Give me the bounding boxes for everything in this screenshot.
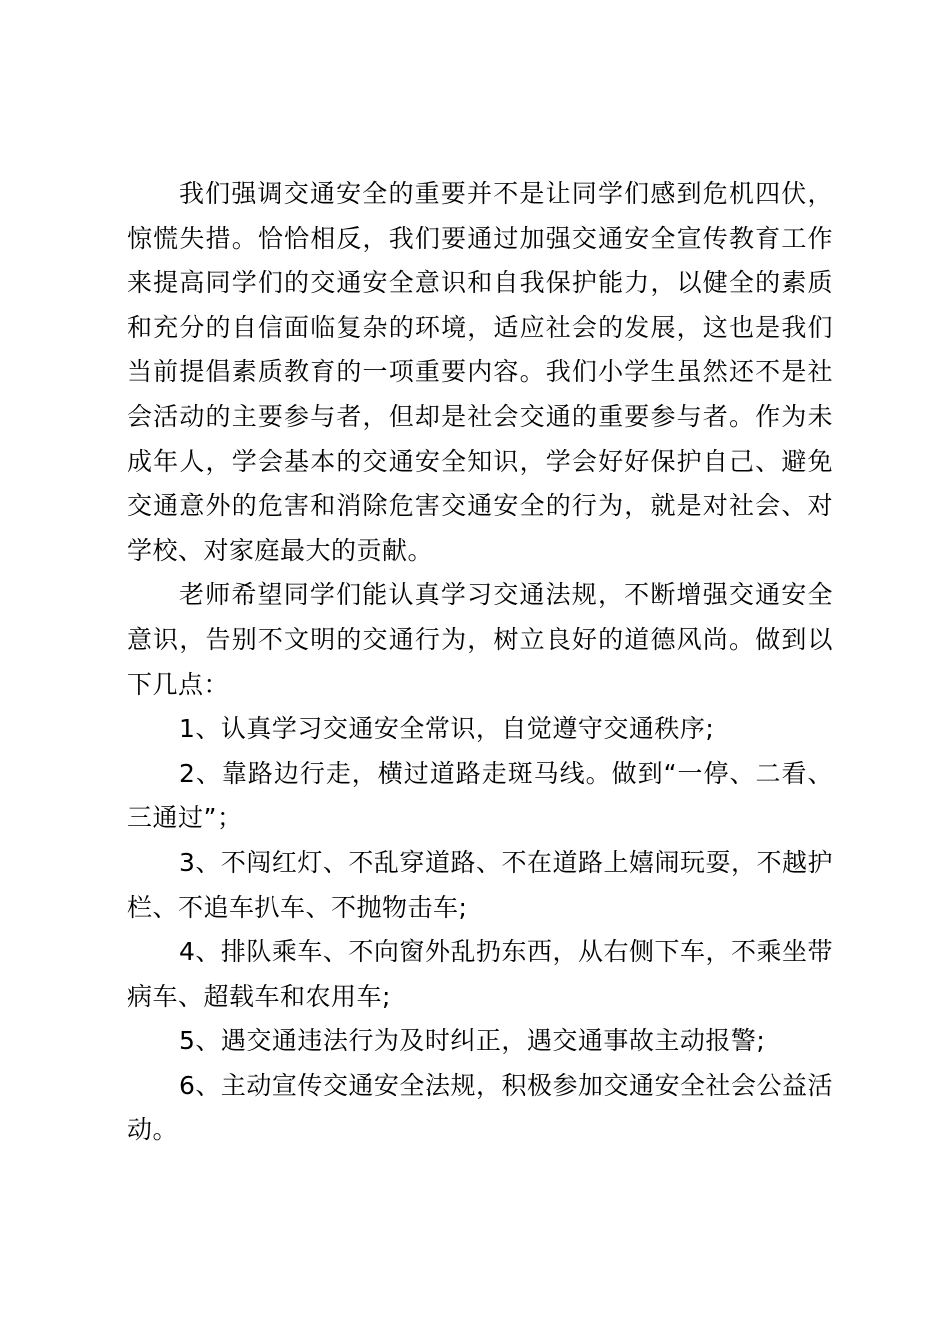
list-item-1: [127, 707, 833, 752]
text-line: 来提高同学们的交通安全意识和自我保护能力，以健全的素质: [127, 268, 833, 298]
text-line: 1、认真学习交通安全常识，自觉遵守交通秩序;: [179, 714, 715, 744]
document-body: [127, 172, 833, 1153]
text-line: 5、遇交通违法行为及时纠正，遇交通事故主动报警;: [179, 1026, 766, 1056]
text-line: 惊慌失措。恰恰相反，我们要通过加强交通安全宣传教育工作: [127, 223, 833, 253]
text-line: 4、排队乘车、不向窗外乱扔东西，从右侧下车，不乘坐带: [179, 937, 833, 967]
paragraph-intro: [127, 172, 833, 573]
text-line: 6、主动宣传交通安全法规，积极参加交通安全社会公益活: [179, 1070, 833, 1100]
text-line: 下几点：: [127, 669, 230, 699]
text-line: 动。: [127, 1115, 179, 1145]
list-item-6: [127, 1064, 833, 1153]
list-item-3: [127, 841, 833, 930]
text-line: 我们强调交通安全的重要并不是让同学们感到危机四伏，: [179, 179, 833, 208]
text-line: 成年人，学会基本的交通安全知识，学会好好保护自己、避免: [127, 446, 833, 476]
list-item-4: [127, 930, 833, 1019]
text-line: 栏、不追车扒车、不抛物击车;: [127, 892, 468, 922]
paragraph-teacher-hope: [127, 573, 833, 707]
text-line: 和充分的自信面临复杂的环境，适应社会的发展，这也是我们: [127, 312, 833, 342]
text-line: 交通意外的危害和消除危害交通安全的行为，就是对社会、对: [127, 491, 833, 521]
text-line: 当前提倡素质教育的一项重要内容。我们小学生虽然还不是社: [127, 357, 833, 387]
text-line: 3、不闯红灯、不乱穿道路、不在道路上嬉闹玩耍，不越护: [179, 847, 833, 877]
text-line: 学校、对家庭最大的贡献。: [127, 535, 434, 565]
list-item-5: [127, 1019, 833, 1064]
text-line: 三通过”；: [127, 803, 243, 833]
text-line: 意识，告别不文明的交通行为，树立良好的道德风尚。做到以: [127, 624, 833, 654]
list-item-2: [127, 752, 833, 841]
text-line: 老师希望同学们能认真学习交通法规，不断增强交通安全: [179, 580, 833, 610]
text-line: 2、靠路边行走，横过道路走斑马线。做到“一停、二看、: [179, 758, 833, 788]
text-line: 病车、超载车和农用车;: [127, 981, 391, 1011]
text-line: 会活动的主要参与者，但却是社会交通的重要参与者。作为未: [127, 401, 833, 431]
